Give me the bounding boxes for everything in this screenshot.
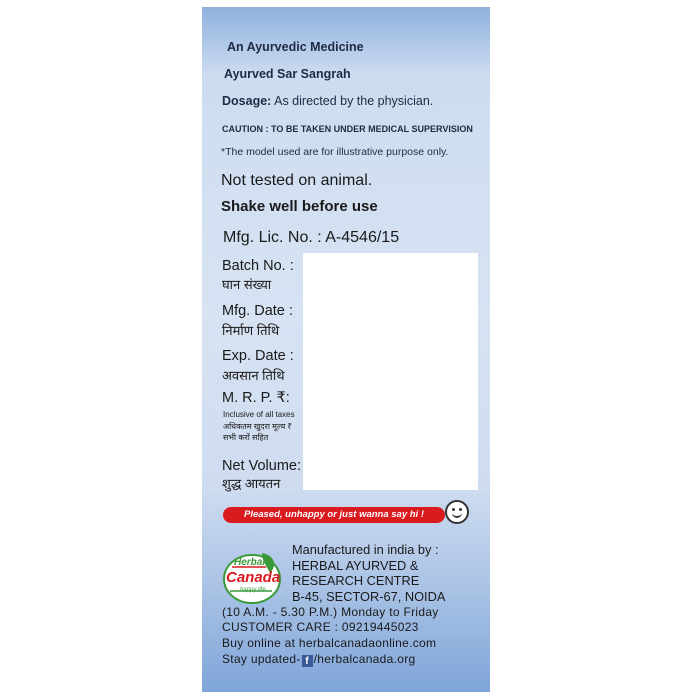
net-volume-label: Net Volume: (222, 458, 301, 474)
batch-label: Batch No. : (222, 258, 294, 274)
product-label-panel (202, 7, 490, 692)
company-address: B-45, SECTOR-67, NOIDA (292, 589, 446, 604)
logo-herbal-text: Herbal (234, 557, 266, 568)
manufactured-by: Manufactured in india by : (292, 542, 439, 557)
batch-info-blank-box (303, 253, 478, 490)
logo-tagline: happy life (240, 587, 266, 593)
company-name-line2: RESEARCH CENTRE (292, 573, 420, 588)
dosage-value: As directed by the physician. (274, 94, 434, 108)
exp-date-label-hindi: अवसान तिथि (222, 368, 285, 383)
mfg-license: Mfg. Lic. No. : A-4546/15 (223, 229, 400, 246)
not-tested-note: Not tested on animal. (221, 172, 373, 189)
stay-updated-prefix: Stay updated- (222, 652, 301, 666)
mrp-label: M. R. P. ₹: (222, 390, 290, 406)
medicine-category: An Ayurvedic Medicine (227, 40, 364, 54)
batch-label-hindi: घान संख्या (222, 277, 272, 292)
mfg-date-label-hindi: निर्माण तिथि (222, 323, 280, 338)
support-hours: (10 A.M. - 5.30 P.M.) Monday to Friday (222, 605, 439, 619)
logo-canada-text: Canada (226, 569, 281, 586)
model-note: *The model used are for illustrative purpose only. (221, 146, 449, 158)
herbal-canada-logo (222, 547, 286, 605)
caution-text: CAUTION : TO BE TAKEN UNDER MEDICAL SUPERVISION (222, 124, 473, 134)
mrp-hindi-line2: सभी करों सहित (223, 433, 269, 442)
facebook-icon[interactable]: f (302, 655, 313, 667)
buy-online: Buy online at herbalcanadaonline.com (222, 636, 437, 650)
dosage-line (222, 94, 433, 108)
facebook-handle[interactable]: /herbalcanada.org (313, 652, 416, 666)
customer-care: CUSTOMER CARE : 09219445023 (222, 620, 419, 634)
mfg-date-label: Mfg. Date : (222, 303, 293, 319)
exp-date-label: Exp. Date : (222, 348, 294, 364)
smiley-face-icon (445, 500, 469, 524)
company-name-line1: HERBAL AYURVED & (292, 558, 419, 573)
mrp-tax-note: Inclusive of all taxes (223, 410, 295, 419)
shake-note: Shake well before use (221, 198, 378, 215)
feedback-banner[interactable]: Pleased, unhappy or just wanna say hi ! (223, 507, 445, 523)
mrp-hindi-line1: अधिकतम खुदरा मूल्य ₹ (223, 422, 293, 431)
net-volume-label-hindi: शुद्ध आयतन (222, 476, 281, 491)
stay-updated (222, 652, 415, 667)
dosage-label: Dosage: (222, 94, 272, 108)
source-reference: Ayurved Sar Sangrah (224, 67, 351, 81)
